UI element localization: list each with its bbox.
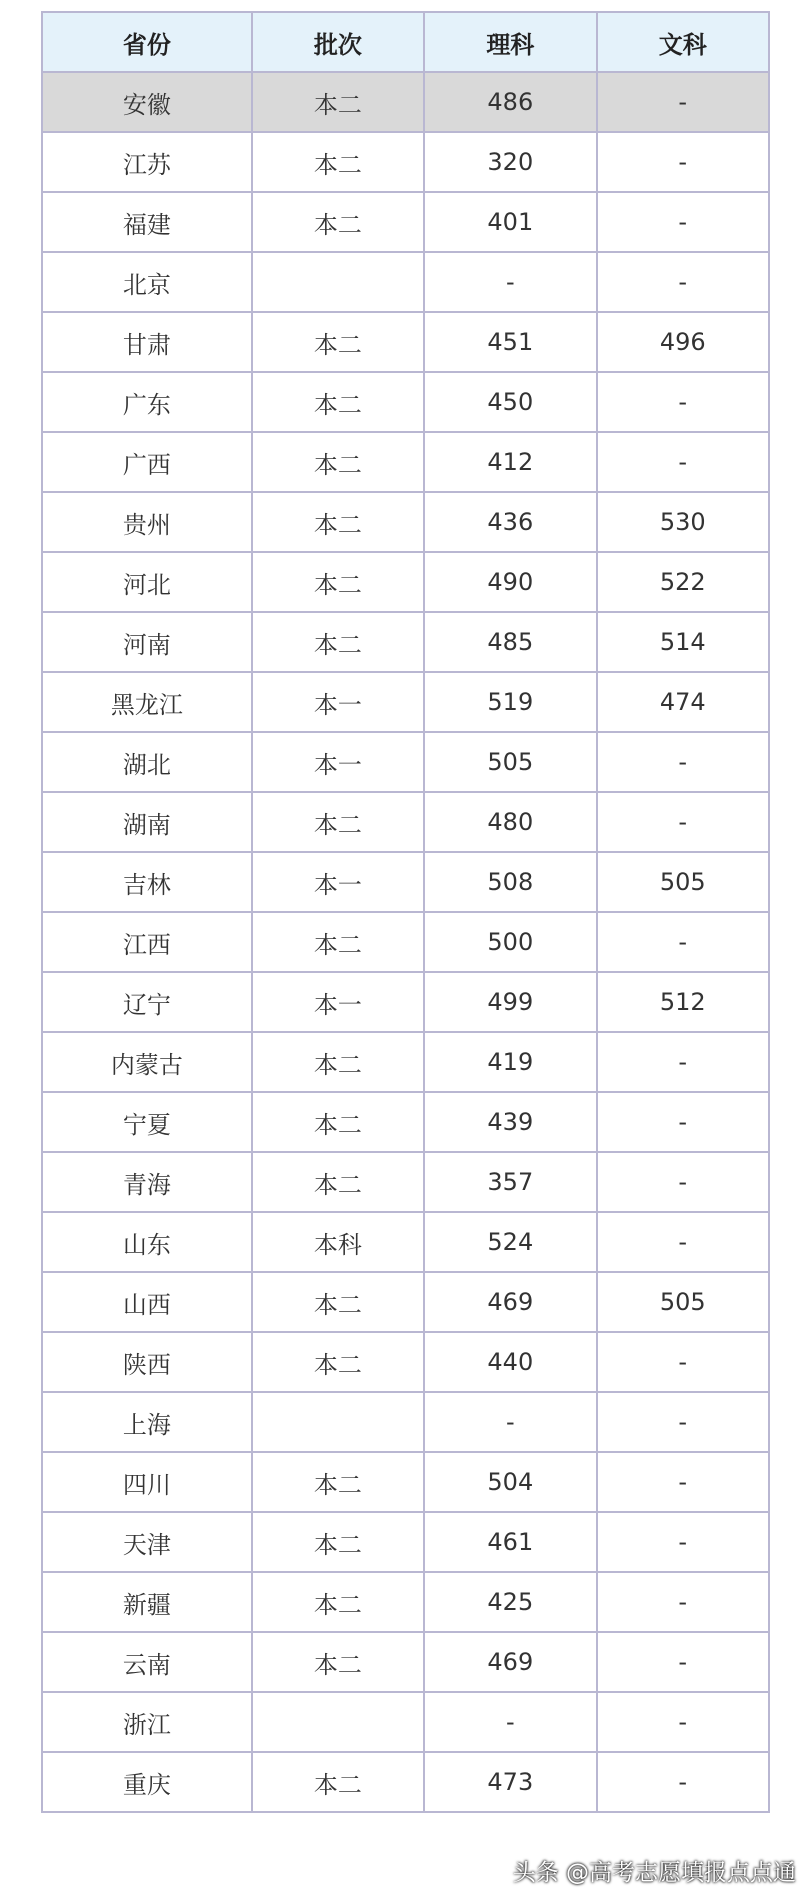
liberal-arts-score-cell: - [597,1752,769,1812]
province-cell: 内蒙古 [42,1032,252,1092]
table-row [42,1032,769,1092]
table-row [42,492,769,552]
batch-cell: 本一 [252,672,424,732]
batch-cell: 本二 [252,132,424,192]
science-score-cell: 439 [424,1092,596,1152]
table-row [42,972,769,1032]
batch-cell: 本二 [252,792,424,852]
liberal-arts-score-cell: 522 [597,552,769,612]
batch-cell: 本二 [252,72,424,132]
province-cell: 陕西 [42,1332,252,1392]
batch-cell: 本二 [252,1032,424,1092]
liberal-arts-score-cell: 514 [597,612,769,672]
table-header [42,12,769,72]
table-row [42,852,769,912]
liberal-arts-score-cell: - [597,432,769,492]
science-score-cell: 524 [424,1212,596,1272]
batch-cell: 本一 [252,732,424,792]
table-row [42,1632,769,1692]
province-cell: 上海 [42,1392,252,1452]
batch-cell: 本一 [252,852,424,912]
science-score-cell: 450 [424,372,596,432]
science-score-cell: - [424,1692,596,1752]
batch-cell: 本科 [252,1212,424,1272]
table-row [42,1692,769,1752]
batch-cell: 本二 [252,312,424,372]
batch-cell: 本二 [252,1512,424,1572]
province-cell: 四川 [42,1452,252,1512]
liberal-arts-score-cell: - [597,1332,769,1392]
liberal-arts-score-cell: - [597,1512,769,1572]
batch-cell: 本二 [252,1572,424,1632]
province-cell: 安徽 [42,72,252,132]
liberal-arts-score-cell: - [597,912,769,972]
table-row [42,912,769,972]
batch-cell: 本二 [252,372,424,432]
liberal-arts-score-cell: - [597,1212,769,1272]
batch-cell: 本二 [252,1752,424,1812]
batch-cell: 本一 [252,972,424,1032]
batch-cell: 本二 [252,552,424,612]
province-cell: 湖北 [42,732,252,792]
province-cell: 青海 [42,1152,252,1212]
province-cell: 北京 [42,252,252,312]
province-cell: 河北 [42,552,252,612]
table-row [42,612,769,672]
science-score-cell: 401 [424,192,596,252]
liberal-arts-score-cell: - [597,1092,769,1152]
batch-cell: 本二 [252,1152,424,1212]
liberal-arts-score-cell: - [597,132,769,192]
table-row [42,372,769,432]
science-score-cell: 505 [424,732,596,792]
liberal-arts-score-cell: 505 [597,1272,769,1332]
province-cell: 天津 [42,1512,252,1572]
table-row [42,1452,769,1512]
liberal-arts-score-cell: - [597,792,769,852]
province-cell: 湖南 [42,792,252,852]
liberal-arts-score-cell: - [597,1572,769,1632]
watermark: 头条 @高考志愿填报点点通 [512,1860,796,1886]
table-row [42,192,769,252]
batch-cell: 本二 [252,912,424,972]
province-cell: 新疆 [42,1572,252,1632]
province-cell: 福建 [42,192,252,252]
batch-cell: 本二 [252,1272,424,1332]
liberal-arts-score-cell: 496 [597,312,769,372]
province-cell: 贵州 [42,492,252,552]
province-cell: 广东 [42,372,252,432]
liberal-arts-score-cell: 512 [597,972,769,1032]
table-body [42,72,769,1812]
batch-cell: 本二 [252,1632,424,1692]
batch-cell: 本二 [252,192,424,252]
table-row [42,72,769,132]
table-row [42,132,769,192]
province-cell: 黑龙江 [42,672,252,732]
liberal-arts-score-cell: 474 [597,672,769,732]
liberal-arts-score-cell: - [597,1032,769,1092]
liberal-arts-score-cell: - [597,732,769,792]
science-score-cell: 519 [424,672,596,732]
batch-cell [252,1692,424,1752]
liberal-arts-score-cell: - [597,1392,769,1452]
province-cell: 辽宁 [42,972,252,1032]
batch-cell: 本二 [252,1092,424,1152]
table-row [42,1572,769,1632]
science-score-cell: 469 [424,1632,596,1692]
header-liberal-arts: 文科 [597,12,769,72]
table-row [42,792,769,852]
province-cell: 吉林 [42,852,252,912]
province-cell: 山东 [42,1212,252,1272]
liberal-arts-score-cell: - [597,192,769,252]
header-row [42,12,769,72]
liberal-arts-score-cell: - [597,1452,769,1512]
science-score-cell: 461 [424,1512,596,1572]
science-score-cell: 469 [424,1272,596,1332]
header-batch: 批次 [252,12,424,72]
province-cell: 江苏 [42,132,252,192]
science-score-cell: 419 [424,1032,596,1092]
table-row [42,1332,769,1392]
table-row [42,1152,769,1212]
science-score-cell: 486 [424,72,596,132]
header-province: 省份 [42,12,252,72]
table-row [42,312,769,372]
science-score-cell: 490 [424,552,596,612]
province-cell: 浙江 [42,1692,252,1752]
table-row [42,732,769,792]
liberal-arts-score-cell: - [597,72,769,132]
science-score-cell: 473 [424,1752,596,1812]
liberal-arts-score-cell: - [597,1692,769,1752]
batch-cell: 本二 [252,1452,424,1512]
science-score-cell: 500 [424,912,596,972]
table-row [42,252,769,312]
liberal-arts-score-cell: - [597,1632,769,1692]
table-row [42,1092,769,1152]
science-score-cell: - [424,252,596,312]
science-score-cell: 485 [424,612,596,672]
batch-cell: 本二 [252,612,424,672]
liberal-arts-score-cell: - [597,252,769,312]
table-row [42,552,769,612]
science-score-cell: 357 [424,1152,596,1212]
batch-cell: 本二 [252,432,424,492]
science-score-cell: - [424,1392,596,1452]
batch-cell [252,1392,424,1452]
liberal-arts-score-cell: 530 [597,492,769,552]
batch-cell: 本二 [252,492,424,552]
province-cell: 广西 [42,432,252,492]
science-score-cell: 508 [424,852,596,912]
science-score-cell: 436 [424,492,596,552]
science-score-cell: 499 [424,972,596,1032]
table-row [42,1512,769,1572]
header-science: 理科 [424,12,596,72]
table-row [42,1272,769,1332]
table-row [42,1212,769,1272]
table-row [42,1392,769,1452]
province-cell: 江西 [42,912,252,972]
science-score-cell: 412 [424,432,596,492]
province-cell: 重庆 [42,1752,252,1812]
science-score-cell: 504 [424,1452,596,1512]
science-score-cell: 425 [424,1572,596,1632]
province-cell: 宁夏 [42,1092,252,1152]
liberal-arts-score-cell: - [597,1152,769,1212]
liberal-arts-score-cell: 505 [597,852,769,912]
science-score-cell: 320 [424,132,596,192]
science-score-cell: 440 [424,1332,596,1392]
science-score-cell: 480 [424,792,596,852]
table-row [42,1752,769,1812]
province-cell: 山西 [42,1272,252,1332]
batch-cell [252,252,424,312]
province-cell: 河南 [42,612,252,672]
table-row [42,432,769,492]
table-row [42,672,769,732]
liberal-arts-score-cell: - [597,372,769,432]
province-cell: 云南 [42,1632,252,1692]
score-table [41,11,770,1813]
province-cell: 甘肃 [42,312,252,372]
science-score-cell: 451 [424,312,596,372]
batch-cell: 本二 [252,1332,424,1392]
